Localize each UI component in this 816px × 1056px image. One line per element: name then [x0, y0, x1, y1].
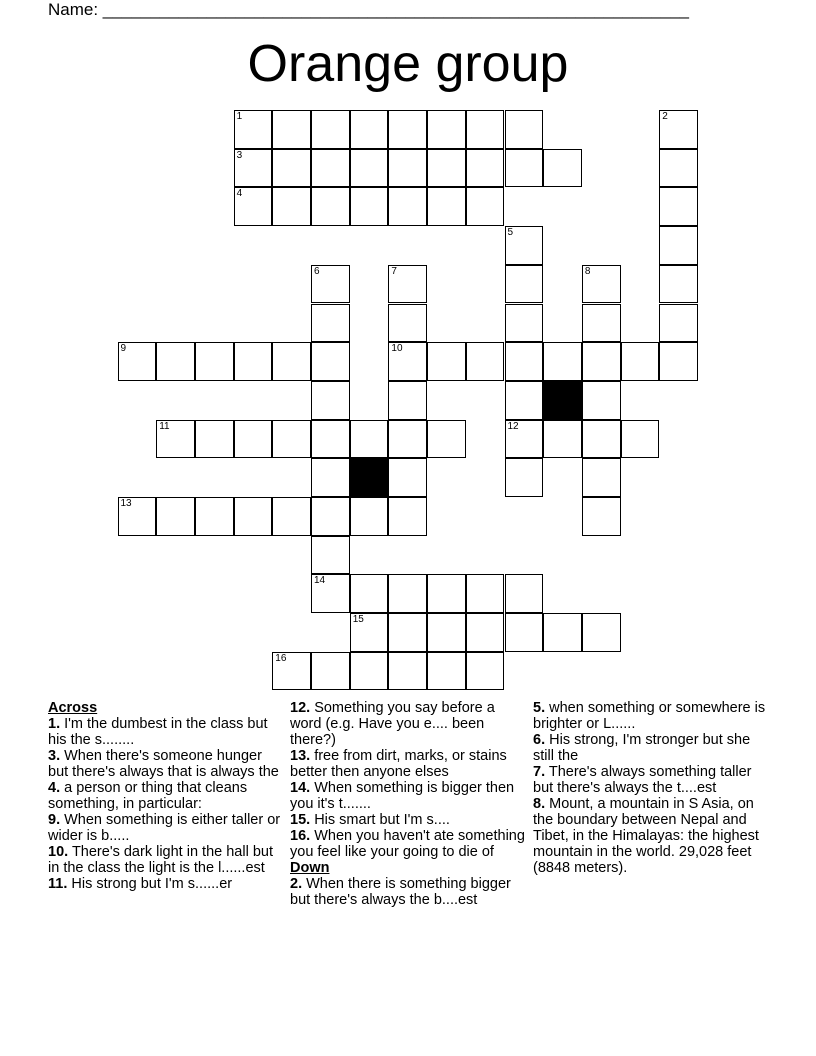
crossword-cell[interactable]: [582, 458, 621, 497]
clue-number: 11: [159, 420, 170, 432]
crossword-cell[interactable]: [466, 110, 505, 149]
across-clue-list: [48, 716, 284, 892]
crossword-cell[interactable]: [505, 381, 544, 420]
crossword-cell[interactable]: [272, 497, 311, 536]
clue-item: [290, 828, 526, 860]
down-clue-list: [290, 876, 526, 908]
crossword-cell[interactable]: [311, 652, 350, 691]
clue-number: 13: [120, 498, 132, 509]
crossword-cell[interactable]: [311, 149, 350, 188]
clue-number: 9: [120, 343, 127, 355]
clue-item: [48, 780, 284, 812]
clue-item: [533, 700, 769, 732]
clue-item-number: 11.: [48, 876, 68, 892]
crossword-cell[interactable]: [659, 149, 698, 188]
crossword-cell[interactable]: [388, 304, 427, 343]
page-title: Orange group: [247, 35, 569, 93]
clues-column-2: [290, 700, 526, 908]
clue-item-text: There's dark light in the hall but in the class the light is the l......est: [48, 844, 273, 876]
clue-item-text: when something or somewhere is brighter or L......: [533, 700, 766, 732]
crossword-cell[interactable]: [466, 149, 505, 188]
crossword-cell[interactable]: [350, 497, 389, 536]
crossword-cell[interactable]: [234, 420, 273, 459]
crossword-cell[interactable]: [466, 187, 505, 226]
crossword-cell[interactable]: [388, 187, 427, 226]
clues-column-3: [533, 700, 769, 876]
clue-item-text: When something is either taller or wider is b.....: [48, 812, 281, 844]
clue-item-number: 2.: [290, 876, 303, 892]
crossword-cell[interactable]: [505, 458, 544, 497]
crossword-cell[interactable]: [466, 613, 505, 652]
crossword-cell[interactable]: [350, 652, 389, 691]
clue-item-number: 4.: [48, 780, 61, 796]
crossword-cell[interactable]: [118, 342, 157, 381]
crossword-cell[interactable]: [543, 420, 582, 459]
clue-number: 5: [507, 227, 514, 239]
crossword-cell[interactable]: [582, 420, 621, 459]
clue-item: [533, 764, 769, 796]
crossword-cell[interactable]: [427, 342, 466, 381]
crossword-cell[interactable]: [659, 304, 698, 343]
clue-item-number: 15.: [290, 812, 311, 828]
crossword-cell[interactable]: [388, 497, 427, 536]
crossword-cell[interactable]: [311, 342, 350, 381]
clue-number: 16: [275, 652, 287, 664]
clue-item-number: 6.: [533, 732, 546, 748]
crossword-cell[interactable]: [582, 497, 621, 536]
clue-item-text: Mount, a mountain in S Asia, on the boundary between Nepal and Tibet, in the Himalayas: the highest mountain in the world. 29,028 feet (8848 meters).: [533, 796, 759, 876]
clue-item-number: 10.: [48, 844, 69, 860]
crossword-cell[interactable]: [582, 265, 621, 304]
crossword-cell[interactable]: [543, 613, 582, 652]
clue-item: [290, 748, 526, 780]
crossword-cell[interactable]: [505, 342, 544, 381]
crossword-cell[interactable]: [659, 342, 698, 381]
crossword-cell[interactable]: [272, 110, 311, 149]
crossword-cell[interactable]: [582, 613, 621, 652]
black-square: [350, 458, 389, 497]
crossword-cell[interactable]: [427, 110, 466, 149]
crossword-cell[interactable]: [272, 149, 311, 188]
crossword-cell[interactable]: [427, 652, 466, 691]
clue-item: [48, 844, 284, 876]
clue-number: 1: [236, 111, 243, 122]
clue-item-text: When there's someone hunger but there's always that is always the: [48, 748, 279, 780]
clue-item: [533, 732, 769, 764]
clue-number: 4: [236, 188, 243, 200]
crossword-cell[interactable]: [505, 226, 544, 265]
clue-item-number: 8.: [533, 796, 546, 812]
crossword-cell[interactable]: [156, 420, 195, 459]
crossword-cell[interactable]: [388, 574, 427, 613]
crossword-cell[interactable]: [659, 226, 698, 265]
crossword-cell[interactable]: [234, 497, 273, 536]
clue-item-number: 14.: [290, 780, 311, 796]
crossword-cell[interactable]: [311, 420, 350, 459]
crossword-cell[interactable]: [272, 342, 311, 381]
clue-item-number: 7.: [533, 764, 546, 780]
crossword-cell[interactable]: [311, 304, 350, 343]
crossword-cell[interactable]: [621, 420, 660, 459]
crossword-cell[interactable]: [272, 187, 311, 226]
crossword-cell[interactable]: [505, 304, 544, 343]
clue-number: 14: [314, 575, 326, 587]
clue-item-number: 13.: [290, 748, 311, 764]
crossword-cell[interactable]: [582, 304, 621, 343]
crossword-cell[interactable]: [621, 342, 660, 381]
crossword-cell[interactable]: [350, 110, 389, 149]
clue-item-number: 9.: [48, 812, 61, 828]
crossword-cell[interactable]: [272, 420, 311, 459]
crossword-cell[interactable]: [505, 110, 544, 149]
clue-item-text: His smart but I'm s....: [310, 812, 450, 828]
clue-number: 2: [662, 111, 668, 122]
crossword-cell[interactable]: [311, 574, 350, 613]
crossword-cell[interactable]: [234, 342, 273, 381]
across-clue-list-continued: [290, 700, 526, 860]
crossword-cell[interactable]: [466, 574, 505, 613]
clue-item-number: 1.: [48, 716, 61, 732]
crossword-cell[interactable]: [388, 652, 427, 691]
clue-number: 15: [352, 614, 364, 626]
crossword-cell[interactable]: [350, 149, 389, 188]
crossword-cell[interactable]: [466, 342, 505, 381]
crossword-cell[interactable]: [427, 613, 466, 652]
crossword-cell[interactable]: [311, 458, 350, 497]
crossword-cell[interactable]: [582, 342, 621, 381]
crossword-cell[interactable]: [505, 574, 544, 613]
crossword-cell[interactable]: [350, 613, 389, 652]
crossword-cell[interactable]: [388, 342, 427, 381]
black-square: [543, 381, 582, 420]
down-clue-list-continued: [533, 700, 769, 876]
crossword-cell[interactable]: [311, 381, 350, 420]
crossword-cell[interactable]: [388, 458, 427, 497]
crossword-cell[interactable]: [118, 497, 157, 536]
crossword-cell[interactable]: [582, 381, 621, 420]
crossword-cell[interactable]: [388, 110, 427, 149]
crossword-cell[interactable]: [427, 187, 466, 226]
crossword-cell[interactable]: [311, 265, 350, 304]
down-heading: Down: [290, 860, 330, 876]
clue-item: [290, 876, 526, 908]
across-heading: Across: [48, 700, 98, 716]
clue-item-text: When there is something bigger but there's always the b....est: [290, 876, 511, 908]
clue-item-number: 3.: [48, 748, 61, 764]
crossword-cell[interactable]: [543, 149, 582, 188]
clue-item-text: free from dirt, marks, or stains better then anyone elses: [290, 748, 507, 780]
clue-item: [48, 876, 284, 892]
clue-number: 10: [391, 343, 403, 355]
clue-item-text: There's always something taller but there's always the t....est: [533, 764, 752, 796]
crossword-cell[interactable]: [234, 149, 273, 188]
crossword-cell[interactable]: [311, 187, 350, 226]
crossword-cell[interactable]: [659, 265, 698, 304]
clue-item: [48, 748, 284, 780]
clue-item-text: When you haven't ate something you feel like your going to die of: [290, 828, 525, 860]
clue-item-text: I'm the dumbest in the class but his the s........: [48, 716, 268, 748]
crossword-cell[interactable]: [350, 420, 389, 459]
name-field-label: Name: ______________________________________________________________: [48, 0, 689, 19]
crossword-cell[interactable]: [659, 110, 698, 149]
clue-item-text: When something is bigger then you it's t.......: [290, 780, 515, 812]
crossword-cell[interactable]: [350, 187, 389, 226]
clue-item: [290, 812, 526, 828]
crossword-cell[interactable]: [234, 187, 273, 226]
crossword-cell[interactable]: [505, 613, 544, 652]
crossword-cell[interactable]: [388, 265, 427, 304]
clue-number: 8: [584, 265, 591, 277]
clue-item-number: 12.: [290, 700, 311, 716]
clue-item-number: 5.: [533, 700, 546, 716]
crossword-cell[interactable]: [505, 420, 544, 459]
crossword-cell[interactable]: [543, 342, 582, 381]
clue-item-text: His strong, I'm stronger but she still the: [533, 732, 751, 764]
crossword-cell[interactable]: [427, 420, 466, 459]
clue-item: [533, 796, 769, 876]
crossword-cell[interactable]: [388, 613, 427, 652]
crossword-cell[interactable]: [156, 342, 195, 381]
clue-number: 7: [391, 265, 397, 277]
crossword-cell[interactable]: [195, 342, 234, 381]
clue-item-text: His strong but I'm s......er: [67, 876, 233, 892]
clue-number: 6: [314, 265, 320, 277]
crossword-cell[interactable]: [350, 574, 389, 613]
crossword-cell[interactable]: [388, 381, 427, 420]
crossword-cell[interactable]: [388, 149, 427, 188]
crossword-cell[interactable]: [156, 497, 195, 536]
crossword-cell[interactable]: [388, 420, 427, 459]
crossword-cell[interactable]: [427, 574, 466, 613]
clue-number: 12: [507, 420, 519, 432]
clue-item: [48, 716, 284, 748]
crossword-cell[interactable]: [311, 110, 350, 149]
clue-item: [290, 780, 526, 812]
clue-item: [48, 812, 284, 844]
crossword-cell[interactable]: [505, 149, 544, 188]
crossword-cell[interactable]: [311, 536, 350, 575]
crossword-cell[interactable]: [505, 265, 544, 304]
crossword-cell[interactable]: [195, 420, 234, 459]
clue-number: 3: [236, 149, 243, 161]
clue-item-text: Something you say before a word (e.g. Have you e.... been there?): [290, 700, 495, 748]
crossword-cell[interactable]: [659, 187, 698, 226]
crossword-cell[interactable]: [272, 652, 311, 691]
crossword-cell[interactable]: [234, 110, 273, 149]
crossword-cell[interactable]: [427, 149, 466, 188]
crossword-cell[interactable]: [311, 497, 350, 536]
clue-item-number: 16.: [290, 828, 311, 844]
crossword-cell[interactable]: [195, 497, 234, 536]
clue-item: [290, 700, 526, 748]
clues-column-1: [48, 700, 284, 892]
crossword-cell[interactable]: [466, 652, 505, 691]
clue-item-text: a person or thing that cleans something, in particular:: [48, 780, 248, 812]
